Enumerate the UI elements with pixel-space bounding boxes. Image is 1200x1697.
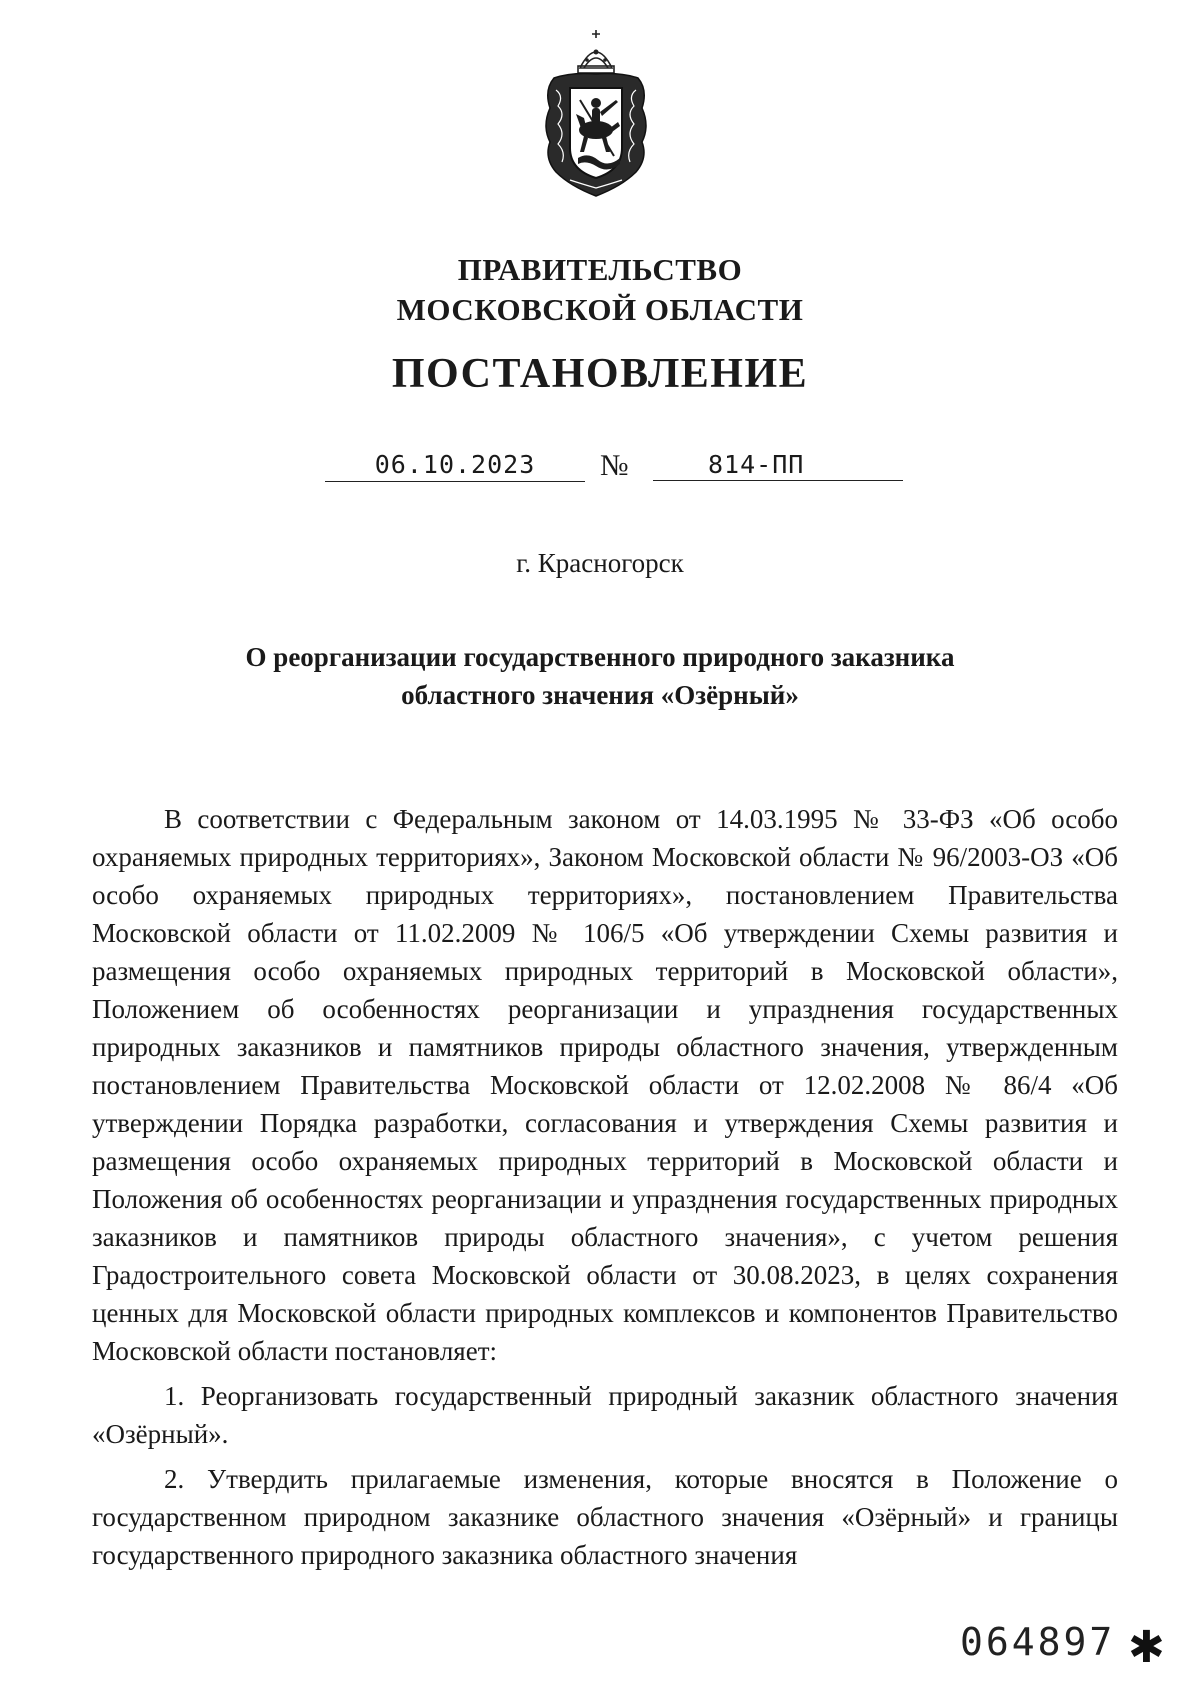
form-serial-number: 064897 [960, 1620, 1116, 1664]
number-sign: № [600, 449, 629, 482]
registration-row [325, 448, 905, 488]
body-paragraph-item-1: 1. Реорганизовать государственный природный заказник областного значения «Озёрный». [92, 1381, 1118, 1449]
document-type: ПОСТАНОВЛЕНИЕ [391, 351, 809, 397]
government-title [0, 250, 1200, 330]
star-mark-icon: ✱ [1128, 1622, 1165, 1673]
document-number: 814-ПП [653, 448, 903, 481]
body-paragraph-item-2: 2. Утвердить прилагаемые изменения, которые вносятся в Положение о государственном природном заказнике областного значения «Озёрный» и границы государственного природного заказника областного значения [92, 1464, 1118, 1570]
document-body [92, 800, 1118, 1574]
government-title-line1: ПРАВИТЕЛЬСТВО [457, 252, 743, 287]
subject-line1: О реорганизации государственного природного заказника [245, 642, 955, 672]
coat-of-arms-icon [540, 30, 652, 202]
document-date: 06.10.2023 [325, 448, 585, 482]
subject-line2: областного значения «Озёрный» [401, 680, 799, 710]
body-paragraph-preamble: В соответствии с Федеральным законом от 14.03.1995 № 33-ФЗ «Об особо охраняемых природных территориях», Законом Московской области № 96/2003-ОЗ «Об особо охраняемых природных территориях», постановлением Правительства Московской области от 11.02.2009 № 106/5 «Об утверждении Схемы развития и размещения особо охраняемых природных территорий в Московской области», Положением об особенностях реорганизации и упразднения государственных природных заказников и памятников природы областного значения, утвержденным постановлением Правительства Московской области от 12.02.2008 № 86/4 «Об утверждении Порядка разработки, согласования и утверждения Схемы развития и размещения особо охраняемых природных территорий в Московской области и Положения об особенностях реорганизации и упразднения государственных природных заказников и памятников природы областного значения», с учетом решения Градостроительного совета Московской области от 30.08.2023, в целях сохранения ценных для Московской области природных комплексов и компонентов Правительство Московской области постановляет: [92, 804, 1118, 1366]
government-title-line2: МОСКОВСКОЙ ОБЛАСТИ [396, 292, 804, 327]
city-line: г. Красногорск [516, 548, 684, 578]
document-subject [0, 638, 1200, 714]
